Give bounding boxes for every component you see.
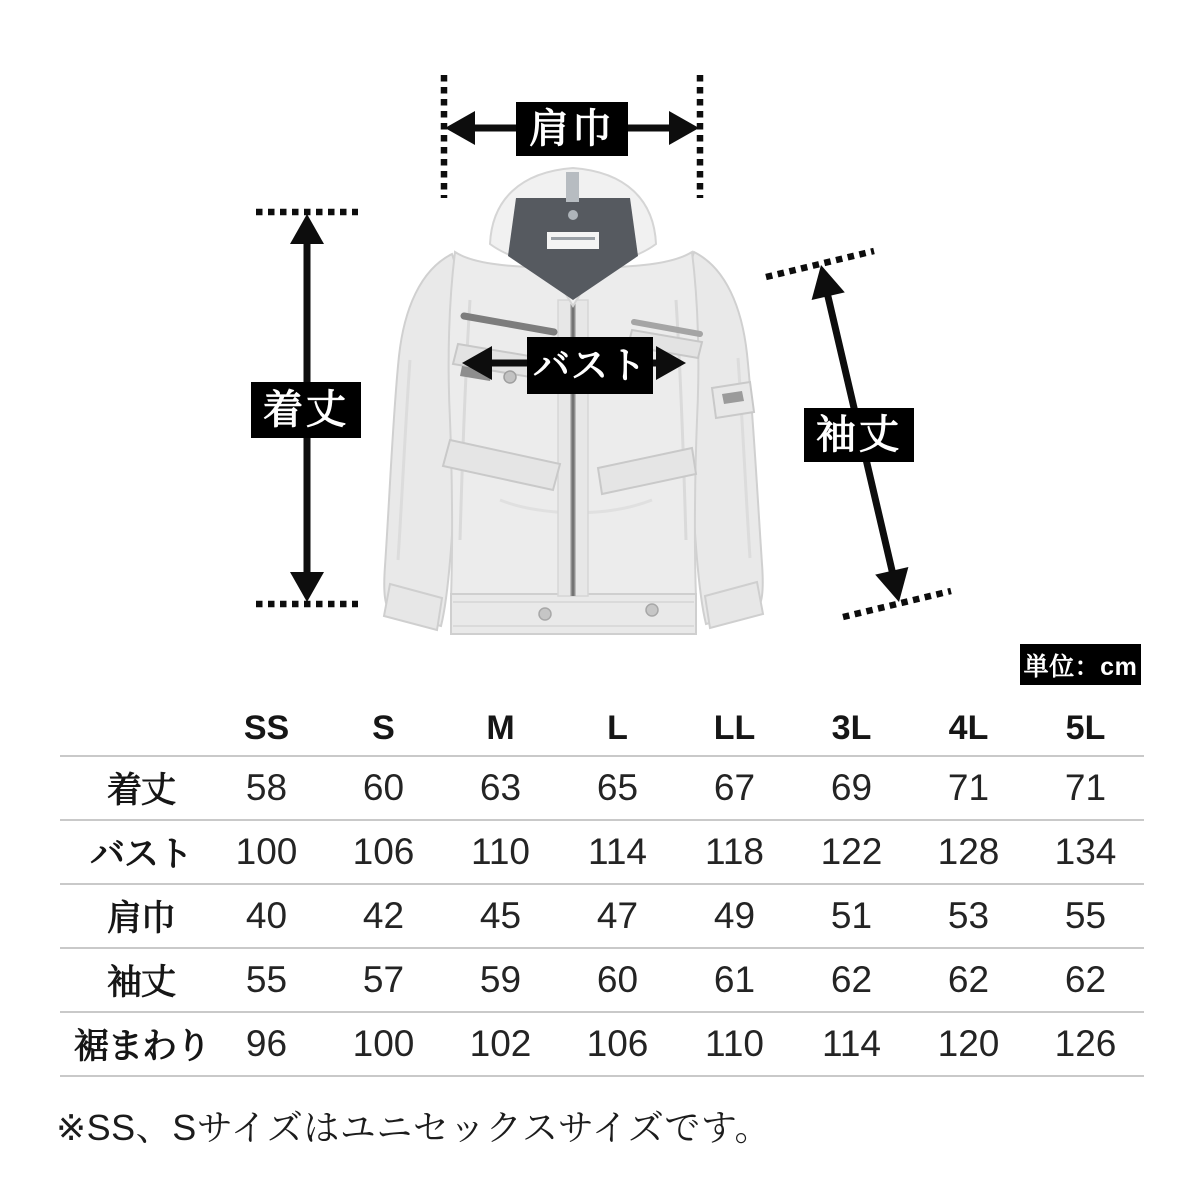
body-length-label: 着丈 <box>251 382 361 438</box>
bust-label: バスト <box>527 337 653 394</box>
size-column-header: M <box>486 709 515 747</box>
size-value-cell: 71 <box>1027 756 1144 820</box>
size-value-cell: 134 <box>1027 820 1144 884</box>
size-value-cell: 106 <box>559 1012 676 1076</box>
size-value-cell: 40 <box>208 884 325 948</box>
size-value-cell: 122 <box>793 820 910 884</box>
size-value-cell: 59 <box>442 948 559 1012</box>
measurement-row-label: バスト <box>60 820 208 884</box>
size-value-cell: 118 <box>676 820 793 884</box>
size-value-cell: 67 <box>676 756 793 820</box>
size-value-cell: 57 <box>325 948 442 1012</box>
size-table-row <box>60 884 1144 948</box>
size-value-cell: 102 <box>442 1012 559 1076</box>
size-column-header: 5L <box>1065 709 1106 747</box>
measurement-row-label: 肩巾 <box>60 884 208 948</box>
size-value-cell: 49 <box>676 884 793 948</box>
measurement-row-label: 裾まわり <box>60 1012 208 1076</box>
size-table-row <box>60 756 1144 820</box>
measurement-row-label: 袖丈 <box>60 948 208 1012</box>
size-value-cell: 62 <box>1027 948 1144 1012</box>
unisex-note: ※SS、Sサイズはユニセックスサイズです。 <box>56 1107 771 1148</box>
size-value-cell: 60 <box>559 948 676 1012</box>
size-value-cell: 45 <box>442 884 559 948</box>
shoulder-width-label: 肩巾 <box>516 102 628 156</box>
sleeve-length-label: 袖丈 <box>804 408 914 462</box>
size-value-cell: 126 <box>1027 1012 1144 1076</box>
size-value-cell: 96 <box>208 1012 325 1076</box>
size-table-header-row <box>60 702 1144 756</box>
size-value-cell: 47 <box>559 884 676 948</box>
size-value-cell: 55 <box>1027 884 1144 948</box>
size-table <box>60 702 1144 1077</box>
size-value-cell: 120 <box>910 1012 1027 1076</box>
size-column-header: 3L <box>831 709 872 747</box>
size-column-header: LL <box>713 709 756 747</box>
size-table-row <box>60 1012 1144 1076</box>
size-value-cell: 42 <box>325 884 442 948</box>
size-column-header: SS <box>243 709 290 747</box>
collar-size-label <box>547 232 599 249</box>
size-value-cell: 63 <box>442 756 559 820</box>
brand-logo-mark <box>568 210 578 220</box>
size-value-cell: 110 <box>676 1012 793 1076</box>
size-value-cell: 62 <box>793 948 910 1012</box>
size-value-cell: 100 <box>325 1012 442 1076</box>
size-value-cell: 128 <box>910 820 1027 884</box>
size-value-cell: 114 <box>793 1012 910 1076</box>
measurement-row-label: 着丈 <box>60 756 208 820</box>
size-value-cell: 100 <box>208 820 325 884</box>
size-value-cell: 69 <box>793 756 910 820</box>
size-value-cell: 58 <box>208 756 325 820</box>
size-value-cell: 65 <box>559 756 676 820</box>
unit-badge: 単位：cm <box>1020 644 1141 685</box>
size-value-cell: 110 <box>442 820 559 884</box>
size-value-cell: 106 <box>325 820 442 884</box>
size-value-cell: 60 <box>325 756 442 820</box>
size-value-cell: 62 <box>910 948 1027 1012</box>
jacket-illustration <box>384 168 763 634</box>
corner-cell <box>60 702 208 756</box>
size-value-cell: 71 <box>910 756 1027 820</box>
size-column-header: 4L <box>948 709 989 747</box>
size-value-cell: 114 <box>559 820 676 884</box>
size-table-row <box>60 948 1144 1012</box>
size-value-cell: 61 <box>676 948 793 1012</box>
size-column-header: S <box>372 709 395 747</box>
size-value-cell: 51 <box>793 884 910 948</box>
size-value-cell: 53 <box>910 884 1027 948</box>
size-table-row <box>60 820 1144 884</box>
size-column-header: L <box>607 709 628 747</box>
size-value-cell: 55 <box>208 948 325 1012</box>
